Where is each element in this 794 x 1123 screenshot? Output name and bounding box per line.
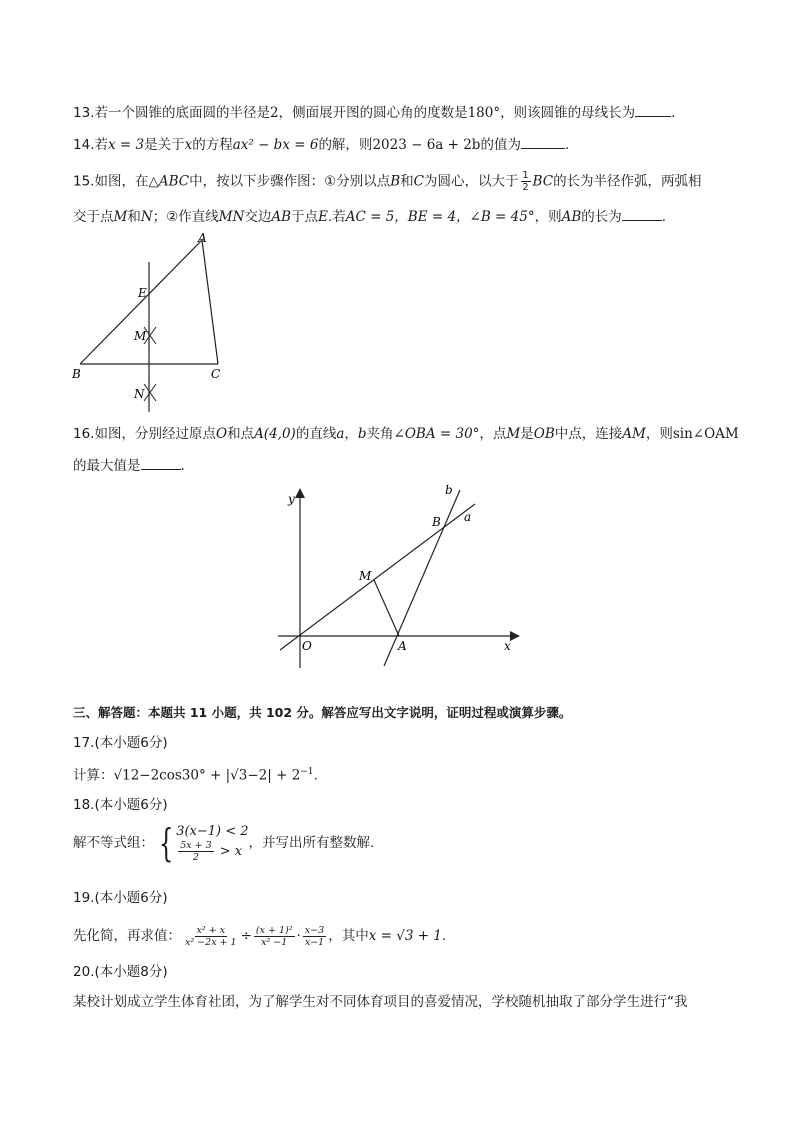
label-a: A (198, 231, 207, 245)
label-a-point: A (398, 639, 407, 653)
question-19-body: 先化简，再求值： $\frac{\text{x² + x}}{\text{x² −2x + 1}}$ ÷ $\frac{\text{(x + 1)²}}{\text{x² −1}}$ · $\frac{x-3}{x-1}$ ，其中x = √3 + 1. (73, 924, 447, 948)
question-15-line-2: 交于点M和N；②作直线MN交边AB于点E.若AC = 5，BE = 4，∠B = 45°，则AB的长为 . (73, 206, 666, 227)
question-20-body: 某校计划成立学生体育社团，为了解学生对不同体育项目的喜爱情况，学校随机抽取了部分学生进行“我 (73, 994, 688, 1010)
label-b-point: B (432, 515, 441, 529)
y-axis-arrow (295, 488, 305, 498)
label-o: O (302, 639, 312, 653)
label-m: M (134, 329, 147, 343)
segment-ba (80, 240, 202, 364)
fraction-half: $\frac{1}{2}$ (522, 170, 529, 193)
coordinate-figure (270, 478, 525, 673)
line-b (384, 490, 460, 666)
triangle-figure (68, 230, 238, 416)
question-15-line-1: 15.如图，在△ABC中，按以下步骤作图：①分别以点B和C为圆心，以大于 $\frac{1}{2}$ BC的长为半径作弧，两弧相 (73, 170, 702, 193)
question-19-head: 19.(本小题6分) (73, 890, 168, 906)
label-c: C (211, 367, 221, 381)
label-e: E (138, 286, 147, 300)
brace: { (158, 821, 174, 865)
label-b: B (72, 367, 81, 381)
label-n: N (134, 387, 145, 401)
label-m-point: M (359, 569, 372, 583)
question-13: 13.若一个圆锥的底面圆的半径是2，侧面展开图的圆心角的度数是180°，则该圆锥的母线长为 . (73, 102, 675, 123)
answer-blank[interactable] (622, 206, 662, 221)
segment-ac (202, 240, 218, 364)
answer-blank[interactable] (635, 102, 671, 117)
inequality-system: { 3(x−1) < 2 $\frac{5x + 3}{2}$ > x (158, 821, 249, 865)
question-14: 14.若x = 3是关于x的方程ax² − bx = 6的解，则2023 − 6a + 2b的值为 . (73, 134, 569, 155)
segment-am (374, 580, 399, 636)
section-3-title: 三、解答题：本题共 11 小题，共 102 分。解答应写出文字说明，证明过程或演算步骤。 (73, 705, 572, 720)
answer-blank[interactable] (141, 455, 181, 470)
arc-mark-n (144, 384, 156, 401)
question-18-body: 解不等式组： { 3(x−1) < 2 $\frac{5x + 3}{2}$ > x ，并写出所有整数解. (73, 821, 375, 865)
answer-blank[interactable] (521, 134, 565, 149)
line-a (280, 504, 475, 650)
question-20-head: 20.(本小题8分) (73, 964, 168, 980)
label-x: x (504, 639, 511, 653)
question-16-line-1: 16.如图，分别经过原点O和点A(4,0)的直线a，b夹角∠OBA = 30°，点M是OB中点，连接AM，则sin∠OAM (73, 426, 739, 442)
question-17-body: 计算：$√12-2\cos 30^\circ + |√3-2| + 2^{-1}$. (73, 767, 318, 784)
label-y: y (288, 492, 295, 506)
label-line-b: b (445, 483, 453, 497)
question-17-head: 17.(本小题6分) (73, 735, 168, 751)
question-16-line-2: 的最大值是 . (73, 455, 185, 476)
label-line-a: a (464, 510, 472, 524)
x-axis-arrow (510, 631, 520, 641)
question-18-head: 18.(本小题6分) (73, 797, 168, 813)
